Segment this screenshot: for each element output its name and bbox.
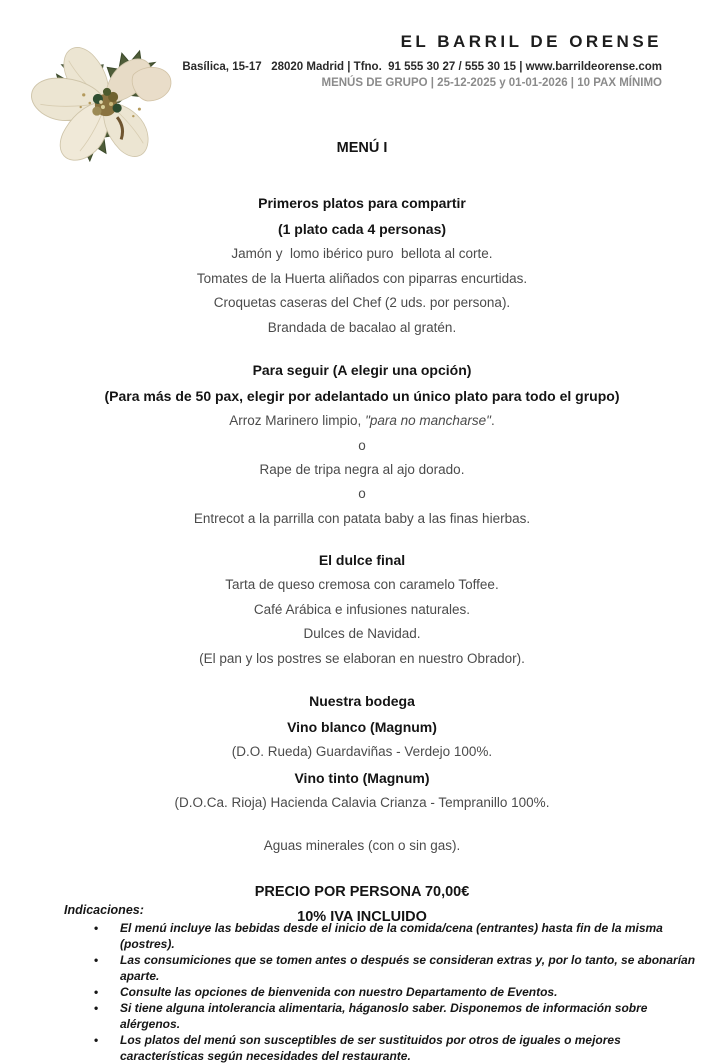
menu-content	[0, 138, 724, 930]
mains-note: (Para más de 50 pax, elegir por adelantado un único plato para todo el grupo)	[104, 388, 620, 404]
group-menus-line: MENÚS DE GRUPO | 25-12-2025 y 01-01-2026 | 10 PAX MÍNIMO	[321, 77, 662, 89]
winery-heading: Nuestra bodega	[309, 693, 415, 710]
wine-white-detail: (D.O. Rueda) Guardaviñas - Verdejo 100%.	[231, 744, 493, 760]
desserts-section	[0, 547, 724, 671]
bullet-icon: •	[94, 921, 99, 935]
desserts-heading: El dulce final	[318, 552, 406, 569]
dish-line: Brandada de bacalao al gratén.	[267, 319, 457, 335]
indications-label: Indicaciones:	[64, 903, 144, 917]
letterhead	[182, 32, 662, 91]
starters-heading: Primeros platos para compartir	[258, 195, 466, 211]
dish-line: Croquetas caseras del Chef (2 uds. por persona).	[213, 295, 511, 310]
dish-text-italic: "para no mancharse"	[365, 413, 491, 428]
dish-line-rice	[0, 409, 724, 434]
contact-line: Basílica, 15-17 28020 Madrid | Tfno. 91 555 30 27 / 555 30 15 | www.barrildeorense.com	[182, 61, 662, 73]
starters-section	[0, 190, 724, 340]
bullet-icon: •	[94, 953, 99, 967]
dessert-line: (El pan y los postres se elaboran en nuestro Obrador).	[199, 650, 525, 666]
dish-text: Arroz Marinero limpio,	[229, 413, 366, 428]
wine-white-heading: Vino blanco (Magnum)	[287, 719, 437, 736]
vat-line: 10% IVA INCLUIDO	[297, 908, 427, 925]
option-separator: o	[358, 486, 366, 502]
indication-item	[64, 1032, 698, 1064]
dessert-line: Café Arábica e infusiones naturales.	[253, 601, 471, 617]
bullet-icon: •	[94, 985, 99, 999]
indication-item	[64, 920, 698, 952]
dish-line: Tomates de la Huerta aliñados con piparras encurtidas.	[196, 270, 528, 286]
indication-text: Las consumiciones que se tomen antes o después se consideran extras y, por lo tanto, se abonarían aparte.	[120, 953, 696, 983]
indication-item	[64, 984, 698, 1000]
wine-red-detail: (D.O.Ca. Rioja) Hacienda Calavia Crianza - Tempranillo 100%.	[174, 794, 550, 810]
indication-text: Si tiene alguna intolerancia alimentaria, háganoslo saber. Disponemos de información sobre alérgenos.	[120, 1001, 648, 1031]
mains-section	[0, 357, 724, 531]
indication-text: Los platos del menú son susceptibles de ser sustituidos por otros de iguales o mejores características según necesidades del restaurante.	[120, 1033, 621, 1063]
dessert-line: Dulces de Navidad.	[303, 626, 421, 642]
indications-list	[64, 920, 698, 1064]
indication-text: Consulte las opciones de bienvenida con nuestro Departamento de Eventos.	[120, 985, 558, 999]
price-line: PRECIO POR PERSONA 70,00€	[254, 883, 470, 900]
winery-section	[0, 688, 724, 815]
starters-subheading: (1 plato cada 4 personas)	[277, 221, 447, 237]
dessert-line: Tarta de queso cremosa con caramelo Toffee.	[225, 577, 499, 593]
dish-line-meat: Entrecot a la parrilla con patata baby a las finas hierbas.	[193, 510, 531, 526]
bullet-icon: •	[94, 1033, 99, 1047]
menu-title: MENÚ I	[336, 140, 388, 156]
indication-text: El menú incluye las bebidas desde el inicio de la comida/cena (entrantes) hasta fin de la misma (postres).	[120, 921, 663, 951]
indication-item	[64, 1000, 698, 1032]
dish-line-fish: Rape de tripa negra al ajo dorado.	[259, 461, 465, 477]
indications-section	[64, 903, 698, 1064]
restaurant-name: EL BARRIL DE ORENSE	[400, 32, 662, 51]
dish-line: Jamón y lomo ibérico puro bellota al corte.	[231, 246, 493, 261]
water-line: Aguas minerales (con o sin gas).	[263, 838, 461, 854]
option-separator: o	[358, 437, 366, 453]
wine-red-heading: Vino tinto (Magnum)	[294, 769, 430, 786]
indication-item	[64, 952, 698, 984]
bullet-icon: •	[94, 1001, 99, 1015]
mains-heading: Para seguir (A elegir una opción)	[252, 362, 472, 378]
dish-text: .	[490, 413, 495, 428]
